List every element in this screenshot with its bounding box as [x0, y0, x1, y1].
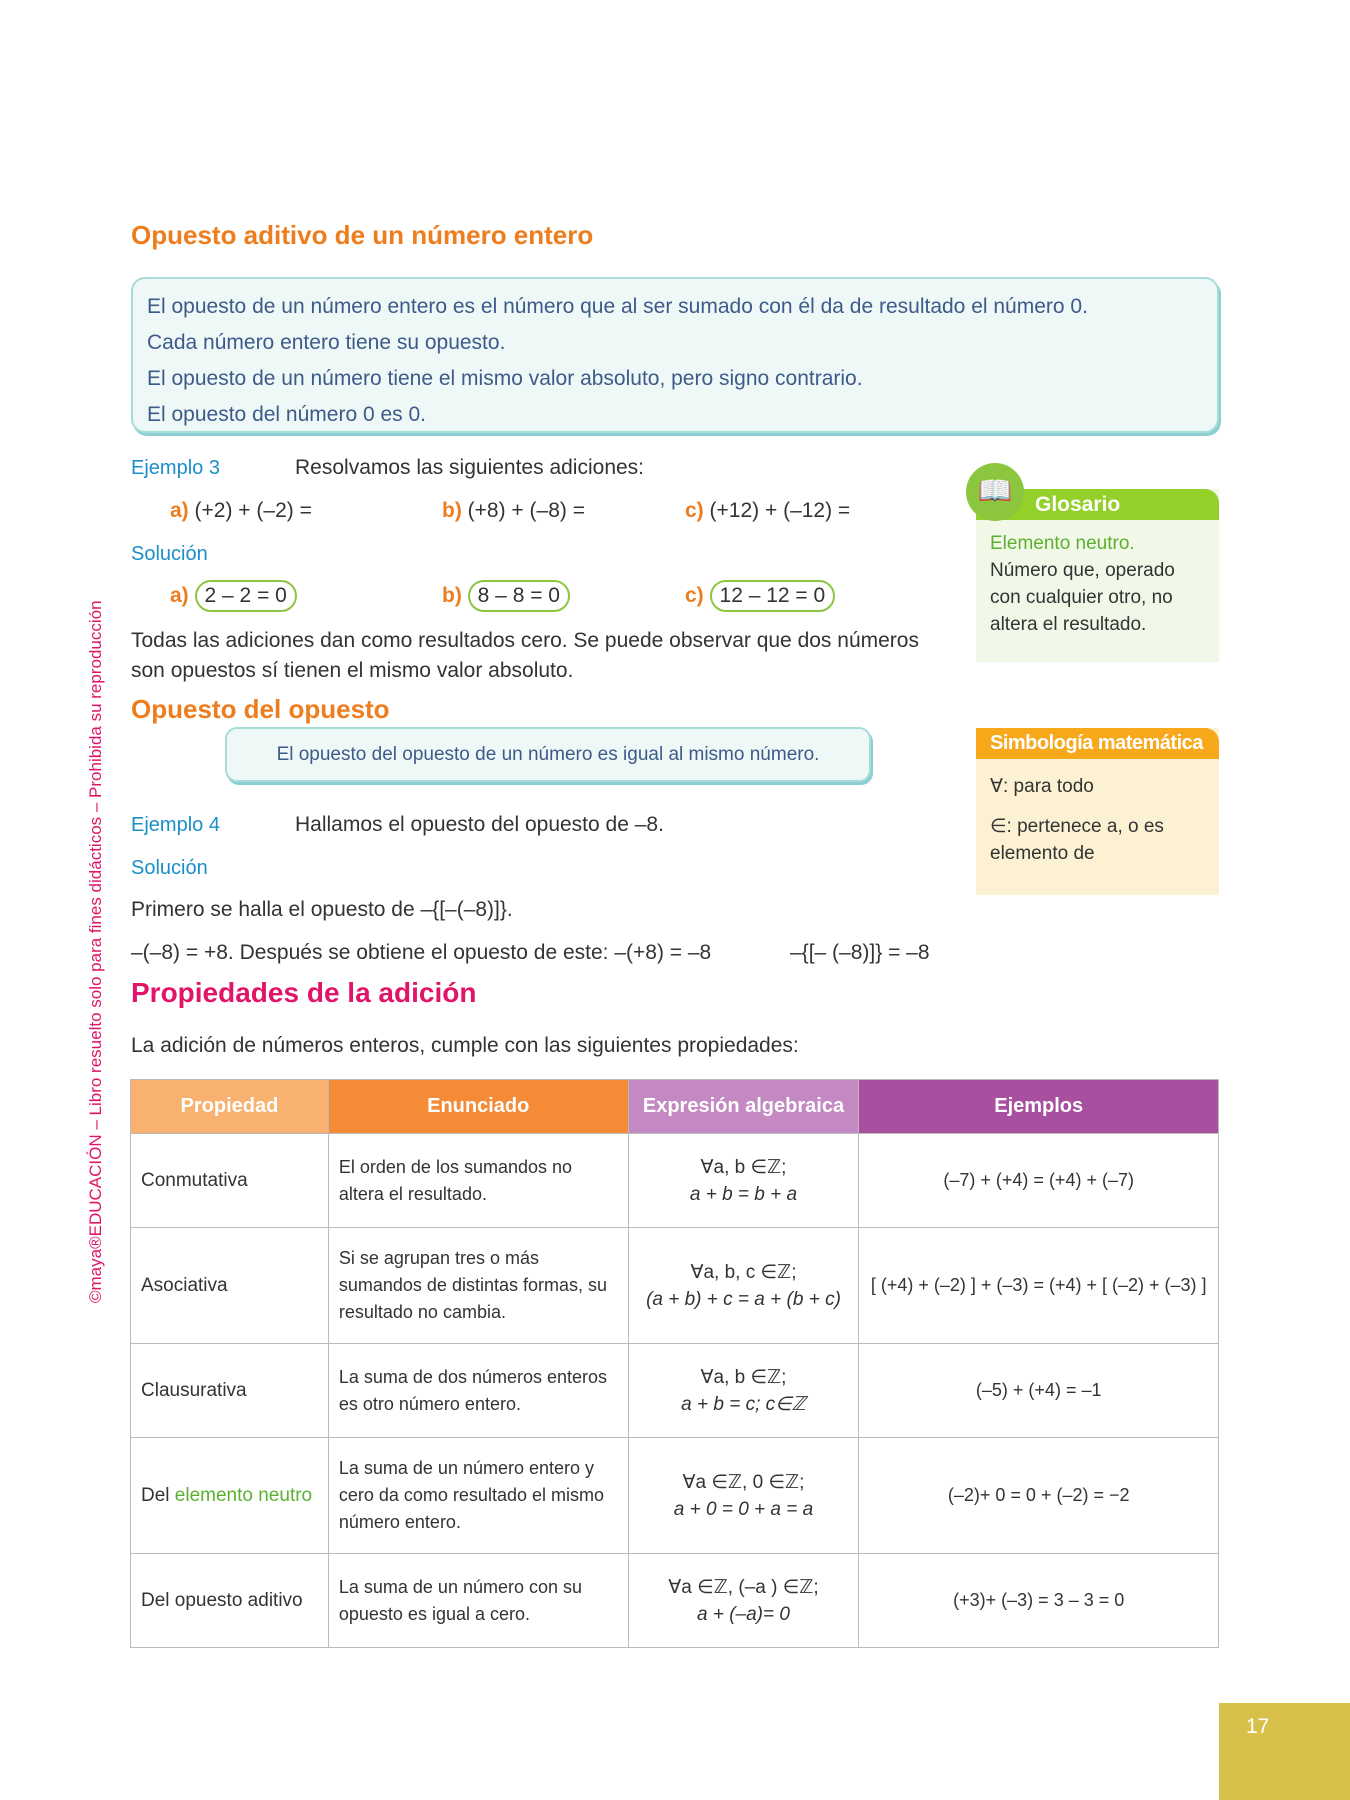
item-label: b) — [442, 584, 462, 607]
solution-line-2: –(–8) = +8. Después se obtiene el opuesto de este: –(+8) = –8 — [131, 941, 712, 964]
answer-c — [685, 580, 835, 612]
example3-label: Ejemplo 3 — [131, 457, 220, 479]
header-expression: Expresión algebraica — [628, 1080, 859, 1134]
property-example: (–5) + (+4) = –1 — [859, 1344, 1219, 1438]
header-statement: Enunciado — [328, 1080, 628, 1134]
properties-intro: La adición de números enteros, cumple con las siguientes propiedades: — [131, 1034, 799, 1057]
conclusion-text: Todas las adiciones dan como resultados cero. Se puede observar que dos números son opuestos sí tienen el mismo valor absoluto. — [131, 629, 919, 682]
definition-line: Cada número entero tiene su opuesto. — [147, 331, 506, 354]
item-label: c) — [685, 499, 704, 522]
property-statement: La suma de dos números enteros es otro número entero. — [328, 1344, 628, 1438]
symbols-title: Simbología matemática — [976, 728, 1219, 759]
definition-box — [131, 277, 1219, 433]
property-expression: ∀a, b, c ∈ℤ; (a + b) + c = a + (b + c) — [628, 1228, 859, 1344]
exercise-b — [442, 499, 585, 523]
table-row — [131, 1554, 1219, 1648]
solution-label-2: Solución — [131, 857, 208, 879]
symbol-forall: ∀: para todo — [990, 776, 1094, 797]
property-expression: ∀a, b ∈ℤ; a + b = b + a — [628, 1134, 859, 1228]
definition-line: El opuesto del número 0 es 0. — [147, 403, 427, 426]
property-statement: Si se agrupan tres o más sumandos de distintas formas, su resultado no cambia. — [328, 1228, 628, 1344]
answer-pill: 8 – 8 = 0 — [468, 580, 570, 612]
item-label: a) — [170, 499, 189, 522]
item-label: c) — [685, 584, 704, 607]
properties-table — [130, 1079, 1219, 1648]
property-statement: El orden de los sumandos no altera el resultado. — [328, 1134, 628, 1228]
answer-b — [442, 580, 570, 612]
solution-line-1: Primero se halla el opuesto de –{[–(–8)]}. — [131, 898, 513, 921]
expression: (+12) + (–12) = — [709, 499, 851, 522]
table-row — [131, 1228, 1219, 1344]
header-property: Propiedad — [131, 1080, 329, 1134]
section-title-opposite-of-opposite: Opuesto del opuesto — [131, 694, 390, 724]
section-title-additive-opposite: Opuesto aditivo de un número entero — [131, 220, 594, 250]
page-number: 17 — [1219, 1703, 1350, 1800]
property-example: (–2)+ 0 = 0 + (–2) = −2 — [859, 1438, 1219, 1554]
item-label: b) — [442, 499, 462, 522]
property-example: (+3)+ (–3) = 3 – 3 = 0 — [859, 1554, 1219, 1648]
glossary-definition: Número que, operado con cualquier otro, no altera el resultado. — [990, 560, 1175, 635]
example4-label: Ejemplo 4 — [131, 814, 220, 836]
definition-line: El opuesto de un número tiene el mismo valor absoluto, pero signo contrario. — [147, 367, 863, 390]
table-row — [131, 1134, 1219, 1228]
property-expression: ∀a ∈ℤ, (–a ) ∈ℤ; a + (–a)= 0 — [628, 1554, 859, 1648]
table-header-row — [131, 1080, 1219, 1134]
property-name: Clausurativa — [131, 1344, 329, 1438]
sidebar-copyright: ©maya®EDUCACIÓN – Libro resuelto solo para fines didácticos – Prohibida su reproducción — [86, 600, 105, 1303]
property-name: Conmutativa — [131, 1134, 329, 1228]
property-statement: La suma de un número con su opuesto es igual a cero. — [328, 1554, 628, 1648]
section-title-properties: Propiedades de la adición — [131, 977, 477, 1008]
glossary-term: Elemento neutro. — [990, 533, 1135, 554]
answer-a — [170, 580, 297, 612]
example4-statement: Hallamos el opuesto del opuesto de –8. — [295, 813, 664, 836]
example3-statement: Resolvamos las siguientes adiciones: — [295, 456, 645, 479]
symbols-box — [976, 728, 1219, 895]
property-example: [ (+4) + (–2) ] + (–3) = (+4) + [ (–2) + (–3) ] — [859, 1228, 1219, 1344]
property-statement: La suma de un número entero y cero da como resultado el mismo número entero. — [328, 1438, 628, 1554]
expression: (+8) + (–8) = — [467, 499, 585, 522]
table-row — [131, 1438, 1219, 1554]
glossary-title: Glosario — [976, 489, 1219, 520]
solution-result: –{[– (–8)]} = –8 — [790, 941, 930, 964]
expression: (+2) + (–2) = — [194, 499, 312, 522]
property-expression: ∀a ∈ℤ, 0 ∈ℤ; a + 0 = 0 + a = a — [628, 1438, 859, 1554]
definition-box-2: El opuesto del opuesto de un número es igual al mismo número. — [225, 727, 871, 782]
definition-line: El opuesto de un número entero es el número que al ser sumado con él da de resultado el número 0. — [147, 295, 1088, 318]
answer-pill: 12 – 12 = 0 — [710, 580, 836, 612]
property-name: Del elemento neutro — [131, 1438, 329, 1554]
symbol-element-of: ∈: pertenece a, o es elemento de — [990, 816, 1164, 864]
solution-label: Solución — [131, 543, 208, 565]
property-expression: ∀a, b ∈ℤ; a + b = c; c∈ℤ — [628, 1344, 859, 1438]
property-name: Del opuesto aditivo — [131, 1554, 329, 1648]
exercise-a — [170, 499, 312, 523]
header-examples: Ejemplos — [859, 1080, 1219, 1134]
answer-pill: 2 – 2 = 0 — [195, 580, 297, 612]
item-label: a) — [170, 584, 189, 607]
book-magnifier-icon: 📖 — [966, 463, 1024, 521]
exercise-c — [685, 499, 850, 523]
property-name: Asociativa — [131, 1228, 329, 1344]
table-row — [131, 1344, 1219, 1438]
property-example: (–7) + (+4) = (+4) + (–7) — [859, 1134, 1219, 1228]
